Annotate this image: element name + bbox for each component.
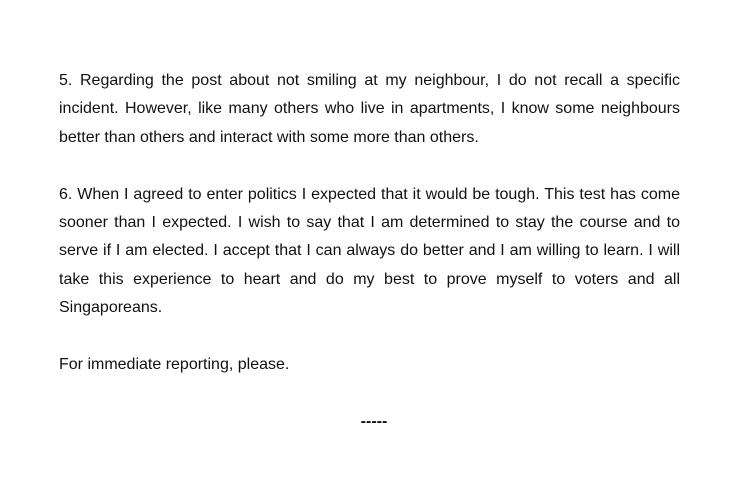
paragraph-6: 6. When I agreed to enter politics I expected that it would be tough. This test has come sooner than I expected. I wish to say that I am determined to stay the course and to serve if I am elected. I accept that I can always do better and I am willing to learn. I will take this experience to heart and do my best to prove myself to voters and all Singaporeans. xyxy=(59,185,680,317)
closing-note: For immediate reporting, please. xyxy=(59,356,290,374)
end-separator: ----- xyxy=(360,413,388,430)
paragraph-5: 5. Regarding the post about not smiling at my neighbour, I do not recall a specific incident. However, like many others who live in apartments, I know some neighbours better than others and interact with some more than others. xyxy=(59,72,680,146)
document-body xyxy=(59,67,680,408)
